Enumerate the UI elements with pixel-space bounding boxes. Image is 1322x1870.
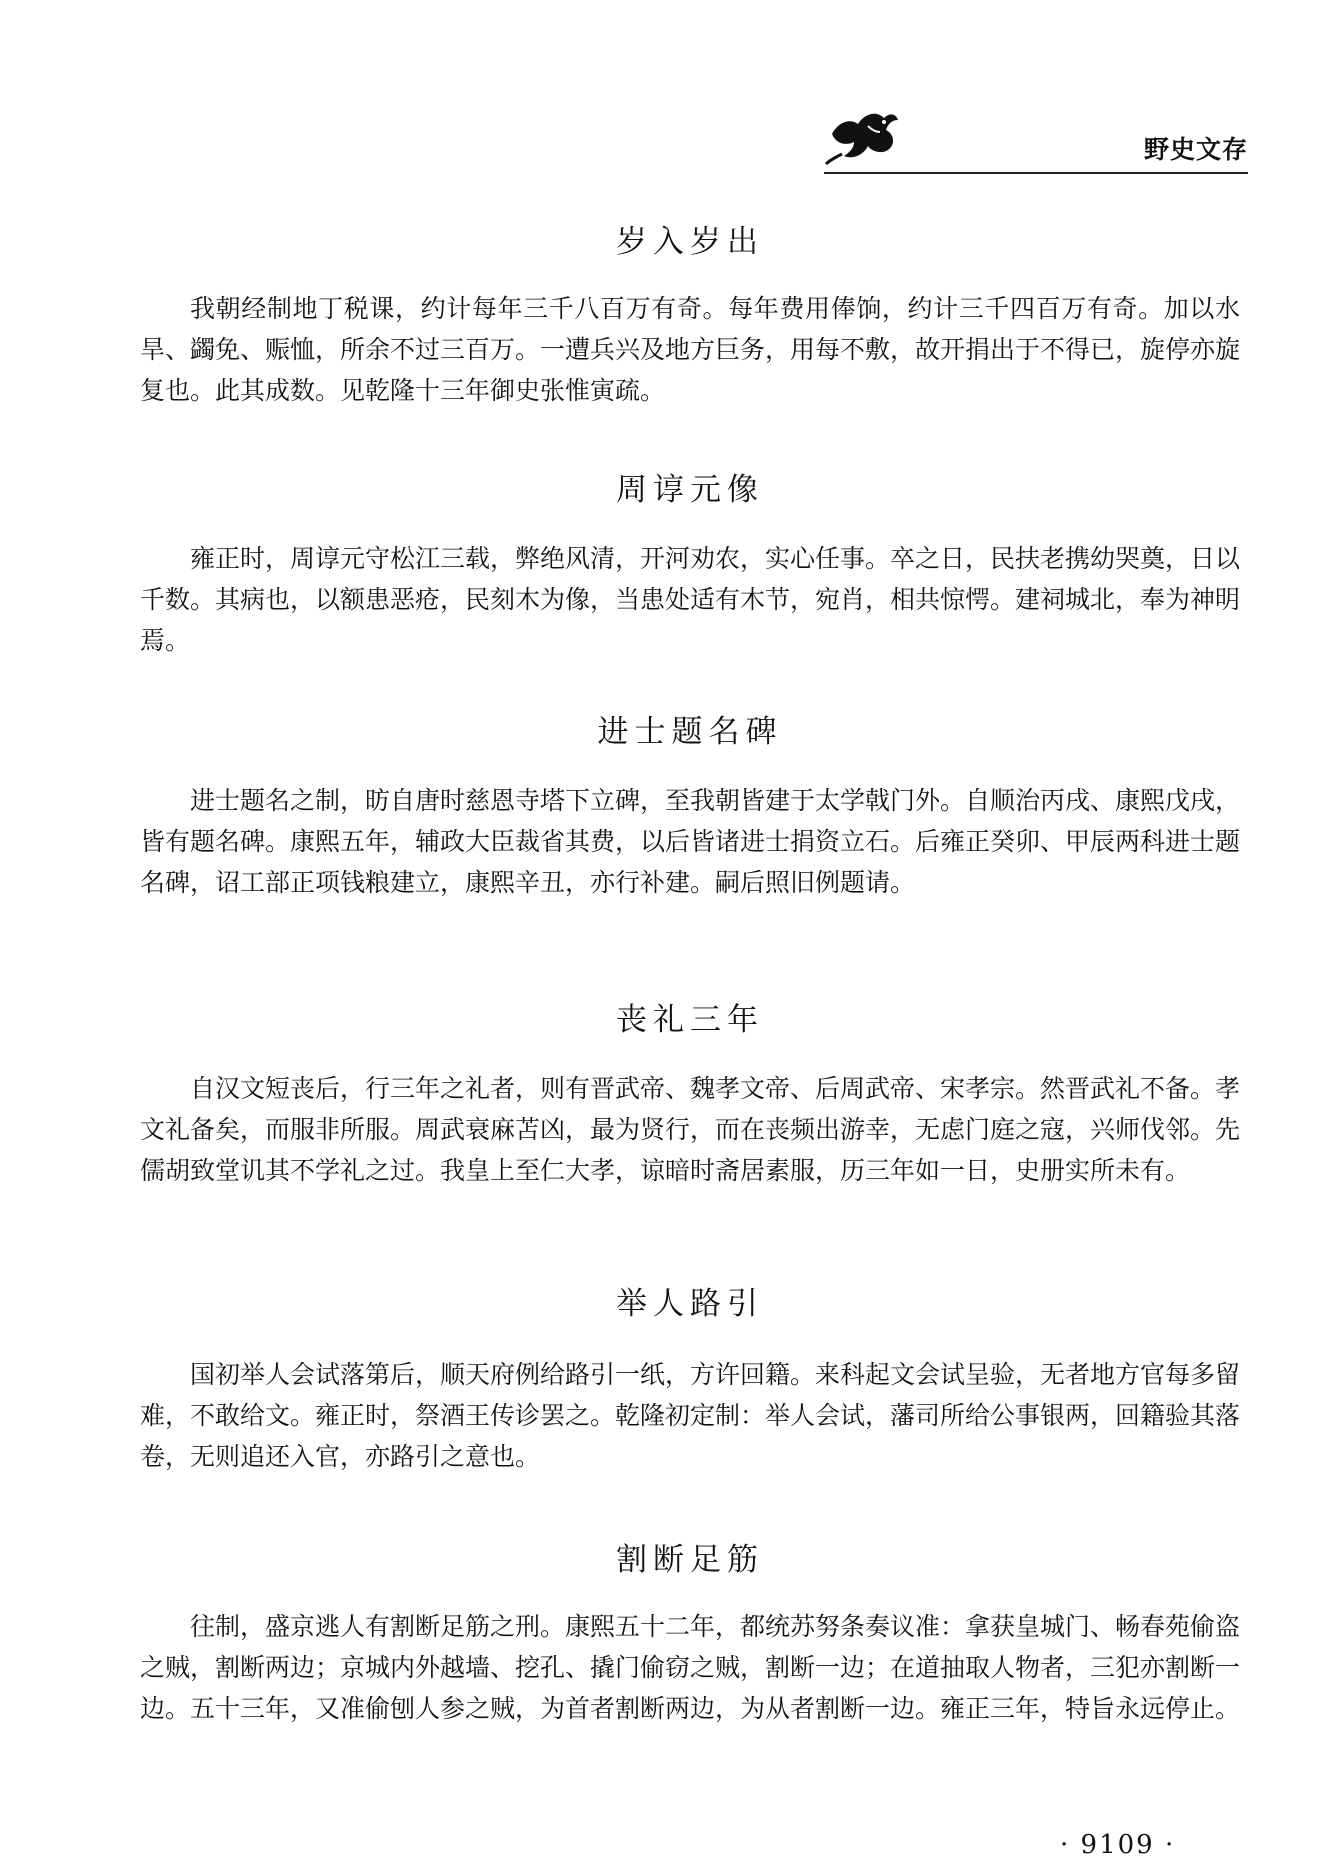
section-heading: 举人路引 xyxy=(616,1286,764,1322)
section-jinshi-timing-bei xyxy=(140,712,1240,903)
dragon-icon xyxy=(824,104,904,166)
section-body: 自汉文短丧后，行三年之礼者，则有晋武帝、魏孝文帝、后周武帝、宋孝宗。然晋武礼不备。孝文礼备矣，而服非所服。周武衰麻苫凶，最为贤行，而在丧频出游幸，无虑门庭之寇，兴师伐邻。先儒胡致堂讥其不学礼之过。我皇上至仁大孝，谅暗时斋居素服，历三年如一日，史册实所未有。 xyxy=(140,1074,1241,1185)
section-juren-luyin xyxy=(140,1284,1240,1477)
section-geduan-zujin xyxy=(140,1540,1240,1729)
section-sui-ru-sui-chu xyxy=(140,222,1240,411)
section-heading: 岁入岁出 xyxy=(616,224,764,260)
header-title: 野史文存 xyxy=(1143,135,1248,164)
section-body: 雍正时，周谆元守松江三载，弊绝风清，开河劝农，实心任事。卒之日，民扶老携幼哭奠，日以千数。其病也，以额患恶疮，民刻木为像，当患处适有木节，宛肖，相共惊愕。建祠城北，奉为神明焉。 xyxy=(140,544,1241,655)
section-sangli-sannian xyxy=(140,1000,1240,1191)
section-body: 国初举人会试落第后，顺天府例给路引一纸，方许回籍。来科起文会试呈验，无者地方官每多留难，不敢给文。雍正时，祭酒王传诊罢之。乾隆初定制：举人会试，藩司所给公事银两，回籍验其落卷，无则追还入官，亦路引之意也。 xyxy=(140,1360,1241,1471)
running-header xyxy=(824,100,1248,180)
section-heading: 割断足筋 xyxy=(616,1542,764,1578)
section-body: 进士题名之制，昉自唐时慈恩寺塔下立碑，至我朝皆建于太学戟门外。自顺治丙戌、康熙戊戌，皆有题名碑。康熙五年，辅政大臣裁省其费，以后皆诸进士捐资立石。后雍正癸卯、甲辰两科进士题名碑，诏工部正项钱粮建立，康熙辛丑，亦行补建。嗣后照旧例题请。 xyxy=(140,786,1241,897)
section-body: 往制，盛京逃人有割断足筋之刑。康熙五十二年，都统苏努条奏议准：拿获皇城门、畅春苑偷盗之贼，割断两边；京城内外越墙、挖孔、撬门偷窃之贼，割断一边；在道抽取人物者，三犯亦割断一边。五十三年，又准偷刨人参之贼，为首者割断两边，为从者割断一边。雍正三年，特旨永远停止。 xyxy=(140,1612,1241,1723)
section-heading: 进士题名碑 xyxy=(597,714,783,750)
section-zhou-zhunyuan-xiang xyxy=(140,470,1240,661)
section-body: 我朝经制地丁税课，约计每年三千八百万有奇。每年费用俸饷，约计三千四百万有奇。加以水旱、蠲免、赈恤，所余不过三百万。一遭兵兴及地方巨务，用每不敷，故开捐出于不得已，旋停亦旋复也。此其成数。见乾隆十三年御史张惟寅疏。 xyxy=(140,294,1241,405)
header-rule xyxy=(824,172,1248,174)
section-heading: 丧礼三年 xyxy=(616,1002,764,1038)
page-number: · 9109 · xyxy=(1060,1830,1176,1860)
section-heading: 周谆元像 xyxy=(616,472,764,508)
